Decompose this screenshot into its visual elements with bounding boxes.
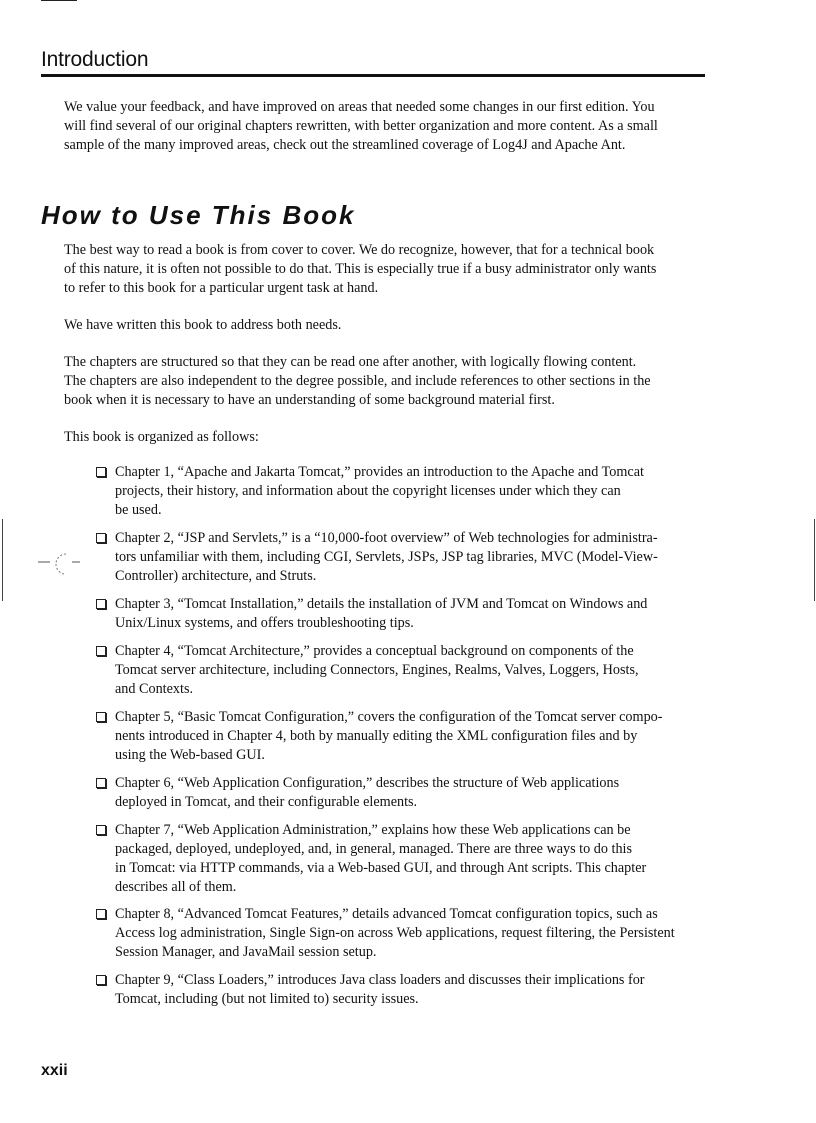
text-line: We have written this book to address both needs. bbox=[64, 317, 342, 333]
section-heading: How to Use This Book bbox=[41, 200, 356, 230]
text-line: Chapter 1, “Apache and Jakarta Tomcat,” provides an introduction to the Apache and Tomcat bbox=[115, 464, 644, 480]
body-paragraph-structure bbox=[64, 353, 708, 410]
chapter-description bbox=[115, 529, 705, 586]
checkbox-bullet-icon bbox=[96, 467, 106, 477]
text-line: Controller) architecture, and Struts. bbox=[115, 568, 317, 584]
body-paragraph-reading bbox=[64, 241, 708, 298]
text-line: Chapter 5, “Basic Tomcat Configuration,” covers the configuration of the Tomcat server compo- bbox=[115, 709, 663, 725]
text-line: describes all of them. bbox=[115, 879, 237, 895]
checkbox-bullet-icon bbox=[96, 825, 106, 835]
text-line: sample of the many improved areas, check out the streamlined coverage of Log4J and Apache Ant. bbox=[64, 137, 626, 153]
checkbox-bullet-icon bbox=[96, 975, 106, 985]
chapter-description bbox=[115, 774, 705, 812]
text-line: Chapter 8, “Advanced Tomcat Features,” details advanced Tomcat configuration topics, such as bbox=[115, 906, 658, 922]
text-line: packaged, deployed, undeployed, and, in general, managed. There are three ways to do this bbox=[115, 841, 632, 857]
text-line: of this nature, it is often not possible to do that. This is especially true if a busy administrator only wants bbox=[64, 261, 657, 277]
text-line: Tomcat server architecture, including Connectors, Engines, Realms, Valves, Loggers, Hosts, bbox=[115, 662, 639, 678]
text-line: Unix/Linux systems, and offers troubleshooting tips. bbox=[115, 615, 414, 631]
checkbox-bullet-icon bbox=[96, 599, 106, 609]
chapter-description bbox=[115, 463, 705, 520]
text-line: Access log administration, Single Sign-on across Web applications, request filtering, the Persistent bbox=[115, 925, 675, 941]
text-line: will find several of our original chapters rewritten, with better organization and more content. As a small bbox=[64, 118, 658, 134]
text-line: Chapter 7, “Web Application Administration,” explains how these Web applications can be bbox=[115, 822, 631, 838]
text-line: The best way to read a book is from cover to cover. We do recognize, however, that for a technical book bbox=[64, 242, 655, 258]
checkbox-bullet-icon bbox=[96, 646, 106, 656]
page-number: xxii bbox=[41, 1062, 68, 1079]
chapter-description bbox=[115, 642, 705, 699]
right-margin-mark bbox=[814, 519, 815, 601]
text-line: Tomcat, including (but not limited to) security issues. bbox=[115, 991, 419, 1007]
text-line: book when it is necessary to have an understanding of some background material first. bbox=[64, 392, 555, 408]
left-margin-mark bbox=[2, 519, 3, 601]
chapter-description bbox=[115, 971, 705, 1009]
text-line: projects, their history, and information about the copyright licenses under which they can bbox=[115, 483, 621, 499]
body-paragraph-needs bbox=[64, 316, 708, 335]
header-rule bbox=[41, 74, 705, 77]
text-line: and Contexts. bbox=[115, 681, 194, 697]
text-line: Chapter 9, “Class Loaders,” introduces Java class loaders and discusses their implications for bbox=[115, 972, 645, 988]
chapter-description bbox=[115, 821, 705, 897]
text-line: deployed in Tomcat, and their configurable elements. bbox=[115, 794, 418, 810]
chapter-description bbox=[115, 708, 705, 765]
chapter-description bbox=[115, 905, 705, 962]
checkbox-bullet-icon bbox=[96, 778, 106, 788]
text-line: in Tomcat: via HTTP commands, via a Web-based GUI, and through Ant scripts. This chapter bbox=[115, 860, 647, 876]
text-line: Chapter 4, “Tomcat Architecture,” provides a conceptual background on components of the bbox=[115, 643, 634, 659]
text-line: nents introduced in Chapter 4, both by manually editing the XML configuration files and by bbox=[115, 728, 638, 744]
text-line: The chapters are structured so that they can be read one after another, with logically flowing content. bbox=[64, 354, 637, 370]
text-line: Session Manager, and JavaMail session setup. bbox=[115, 944, 377, 960]
text-line: Chapter 6, “Web Application Configuration,” describes the structure of Web applications bbox=[115, 775, 620, 791]
text-line: We value your feedback, and have improved on areas that needed some changes in our first edition. You bbox=[64, 99, 655, 115]
intro-paragraph bbox=[64, 98, 708, 155]
text-line: using the Web-based GUI. bbox=[115, 747, 265, 763]
chapter-description bbox=[115, 595, 705, 633]
text-line: Chapter 3, “Tomcat Installation,” details the installation of JVM and Tomcat on Windows and bbox=[115, 596, 648, 612]
body-paragraph-organized bbox=[64, 428, 708, 447]
registration-mark-icon bbox=[36, 548, 82, 576]
text-line: be used. bbox=[115, 502, 162, 518]
text-line: Chapter 2, “JSP and Servlets,” is a “10,000-foot overview” of Web technologies for administra- bbox=[115, 530, 658, 546]
text-line: to refer to this book for a particular urgent task at hand. bbox=[64, 280, 379, 296]
checkbox-bullet-icon bbox=[96, 712, 106, 722]
checkbox-bullet-icon bbox=[96, 909, 106, 919]
text-line: The chapters are also independent to the degree possible, and include references to other sections in the bbox=[64, 373, 651, 389]
running-header-title: Introduction bbox=[41, 48, 149, 71]
text-line: tors unfamiliar with them, including CGI, Servlets, JSPs, JSP tag libraries, MVC (Model-View- bbox=[115, 549, 658, 565]
checkbox-bullet-icon bbox=[96, 533, 106, 543]
top-edge-rule bbox=[41, 0, 77, 1]
text-line: This book is organized as follows: bbox=[64, 429, 259, 445]
